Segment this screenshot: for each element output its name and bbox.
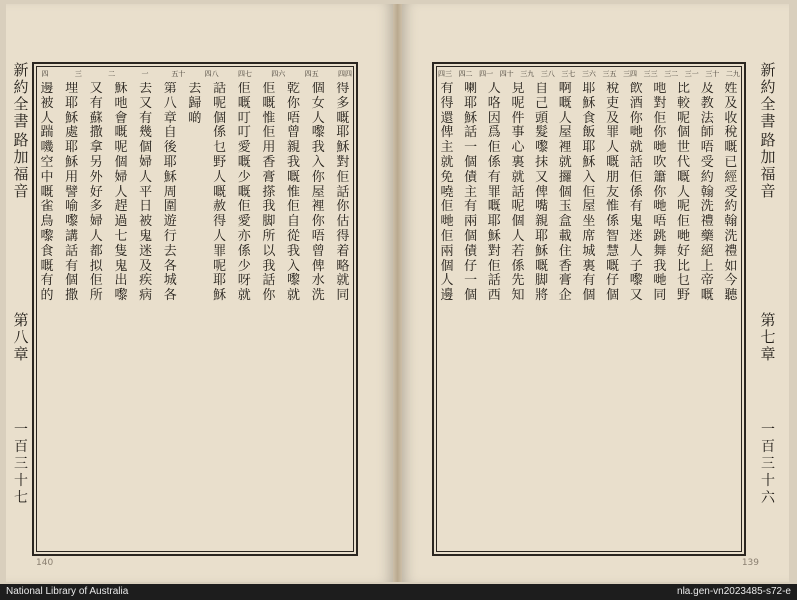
text-column: 耶穌食飯耶穌入佢屋坐席城裏有個 bbox=[582, 82, 596, 304]
verse-number: 二 bbox=[108, 70, 116, 78]
right-book-name: 路加福音 bbox=[760, 131, 776, 200]
verse-number: 三七 bbox=[561, 70, 576, 78]
text-column: 穌吔會嘅呢個婦人趕過七隻鬼出嚟 bbox=[114, 82, 128, 304]
footer-bar bbox=[0, 584, 797, 600]
footer-item-id: nla.gen-vn2023485-s72-e bbox=[677, 586, 791, 597]
text-column: 姓及收稅嘅已經受約翰洗禮如今聽 bbox=[724, 82, 738, 304]
right-page-number: 一百三十六 bbox=[761, 422, 775, 506]
text-column: 有得還俾主就免嘵佢哋佢兩個人邊 bbox=[440, 82, 454, 304]
book-gutter bbox=[393, 4, 402, 582]
text-column: 人咯因爲佢係有罪嘅耶穌對佢話西 bbox=[487, 82, 501, 304]
text-column: 比較呢個世代嘅人呢佢哋好比乜野 bbox=[677, 82, 691, 304]
text-column: 個女人嚟我入你屋裡你唔曾俾水洗 bbox=[311, 82, 325, 304]
verse-number: 三五 bbox=[602, 70, 617, 78]
verse-number: 四八 bbox=[204, 70, 219, 78]
verse-number: 四六 bbox=[271, 70, 286, 78]
text-column: 佢嘅叮叮愛嘅少嘅佢愛亦係少呀就 bbox=[237, 82, 251, 304]
right-page bbox=[402, 4, 789, 582]
verse-number: 四十 bbox=[499, 70, 514, 78]
verse-number: 三八 bbox=[540, 70, 555, 78]
verse-number: 五十 bbox=[171, 70, 186, 78]
text-column: 及教法師唔受約翰洗禮藥絕上帝嘅 bbox=[700, 82, 714, 304]
verse-number: 三六 bbox=[581, 70, 596, 78]
verse-number: 三九 bbox=[520, 70, 535, 78]
verse-number: 四 bbox=[41, 70, 49, 78]
text-column: 第八章自後耶穌周圍遊行去各城各 bbox=[163, 82, 177, 304]
left-text-frame bbox=[32, 62, 358, 556]
text-column: 又有蘇撒拿另外好多婦人都拟佢所 bbox=[89, 82, 103, 304]
text-column: 得多嘅耶穌對佢話你估得着略就同 bbox=[336, 82, 350, 304]
text-column: 自己頭髮嚟抹又俾嘴親耶穌嘅脚將 bbox=[535, 82, 549, 304]
right-pencil-number: 139 bbox=[741, 558, 759, 568]
text-column: 稅吏及罪人嘅朋友惟係智慧嘅仔個 bbox=[606, 82, 620, 304]
text-column: 喇耶穌話一個債主有兩個債仔一個 bbox=[464, 82, 478, 304]
text-column: 啊嘅人屋裡就攞個玉盒載住香膏企 bbox=[558, 82, 572, 304]
verse-number: 四一 bbox=[479, 70, 494, 78]
text-column: 乾你唔曾親我嘅惟佢自從我入嚟就 bbox=[287, 82, 301, 304]
verse-number: 四四 bbox=[337, 70, 352, 78]
verse-number: 三四 bbox=[623, 70, 638, 78]
text-column: 去又有幾個婦人平日被鬼迷及疾病 bbox=[139, 82, 153, 304]
verse-number: 三十 bbox=[705, 70, 720, 78]
right-text-body bbox=[440, 82, 738, 548]
left-margin-title: 新約全書 bbox=[13, 61, 29, 130]
verse-number: 三 bbox=[74, 70, 82, 78]
verse-number: 三二 bbox=[664, 70, 679, 78]
text-column: 佢嘅惟佢用香膏搽我脚所以我話你 bbox=[262, 82, 276, 304]
right-page-margin bbox=[759, 62, 781, 542]
text-column: 話呢個係乜野人嘅赦得人罪呢耶穌 bbox=[213, 82, 227, 304]
text-column: 見呢件事心裏就話呢個人若係先知 bbox=[511, 82, 525, 304]
left-page-margin bbox=[12, 62, 34, 542]
verse-number: 一 bbox=[141, 70, 149, 78]
verse-number: 三三 bbox=[643, 70, 658, 78]
text-column: 去歸啲 bbox=[188, 82, 202, 126]
verse-number: 三一 bbox=[684, 70, 699, 78]
verse-number: 四三 bbox=[438, 70, 452, 78]
right-verse-numbers bbox=[438, 68, 740, 80]
left-page bbox=[6, 4, 393, 582]
verse-number: 四七 bbox=[237, 70, 252, 78]
left-page-number: 一百三十七 bbox=[14, 422, 28, 506]
text-column: 飲酒你哋就話佢係有鬼迷人子嚟又 bbox=[629, 82, 643, 304]
left-verse-numbers bbox=[38, 68, 352, 80]
right-chapter-label: 第七章 bbox=[760, 311, 776, 363]
left-chapter-label: 第八章 bbox=[13, 311, 29, 363]
left-book-name: 路加福音 bbox=[13, 131, 29, 200]
left-pencil-number: 140 bbox=[36, 558, 54, 568]
right-text-frame bbox=[432, 62, 746, 556]
verse-number: 四五 bbox=[304, 70, 319, 78]
verse-number: 二九 bbox=[725, 70, 740, 78]
verse-number: 四二 bbox=[458, 70, 473, 78]
text-column: 邊被人踹嘰空中嘅雀鳥嚟食嘅有的 bbox=[40, 82, 54, 304]
text-column: 埋耶穌處耶穌用譬喻嚟講話有個撒 bbox=[65, 82, 79, 304]
right-margin-title: 新約全書 bbox=[760, 61, 776, 130]
footer-library-name: National Library of Australia bbox=[6, 586, 129, 597]
left-text-body bbox=[40, 82, 350, 548]
text-column: 吔對佢你哋吹簫你哋唔跳舞我哋同 bbox=[653, 82, 667, 304]
